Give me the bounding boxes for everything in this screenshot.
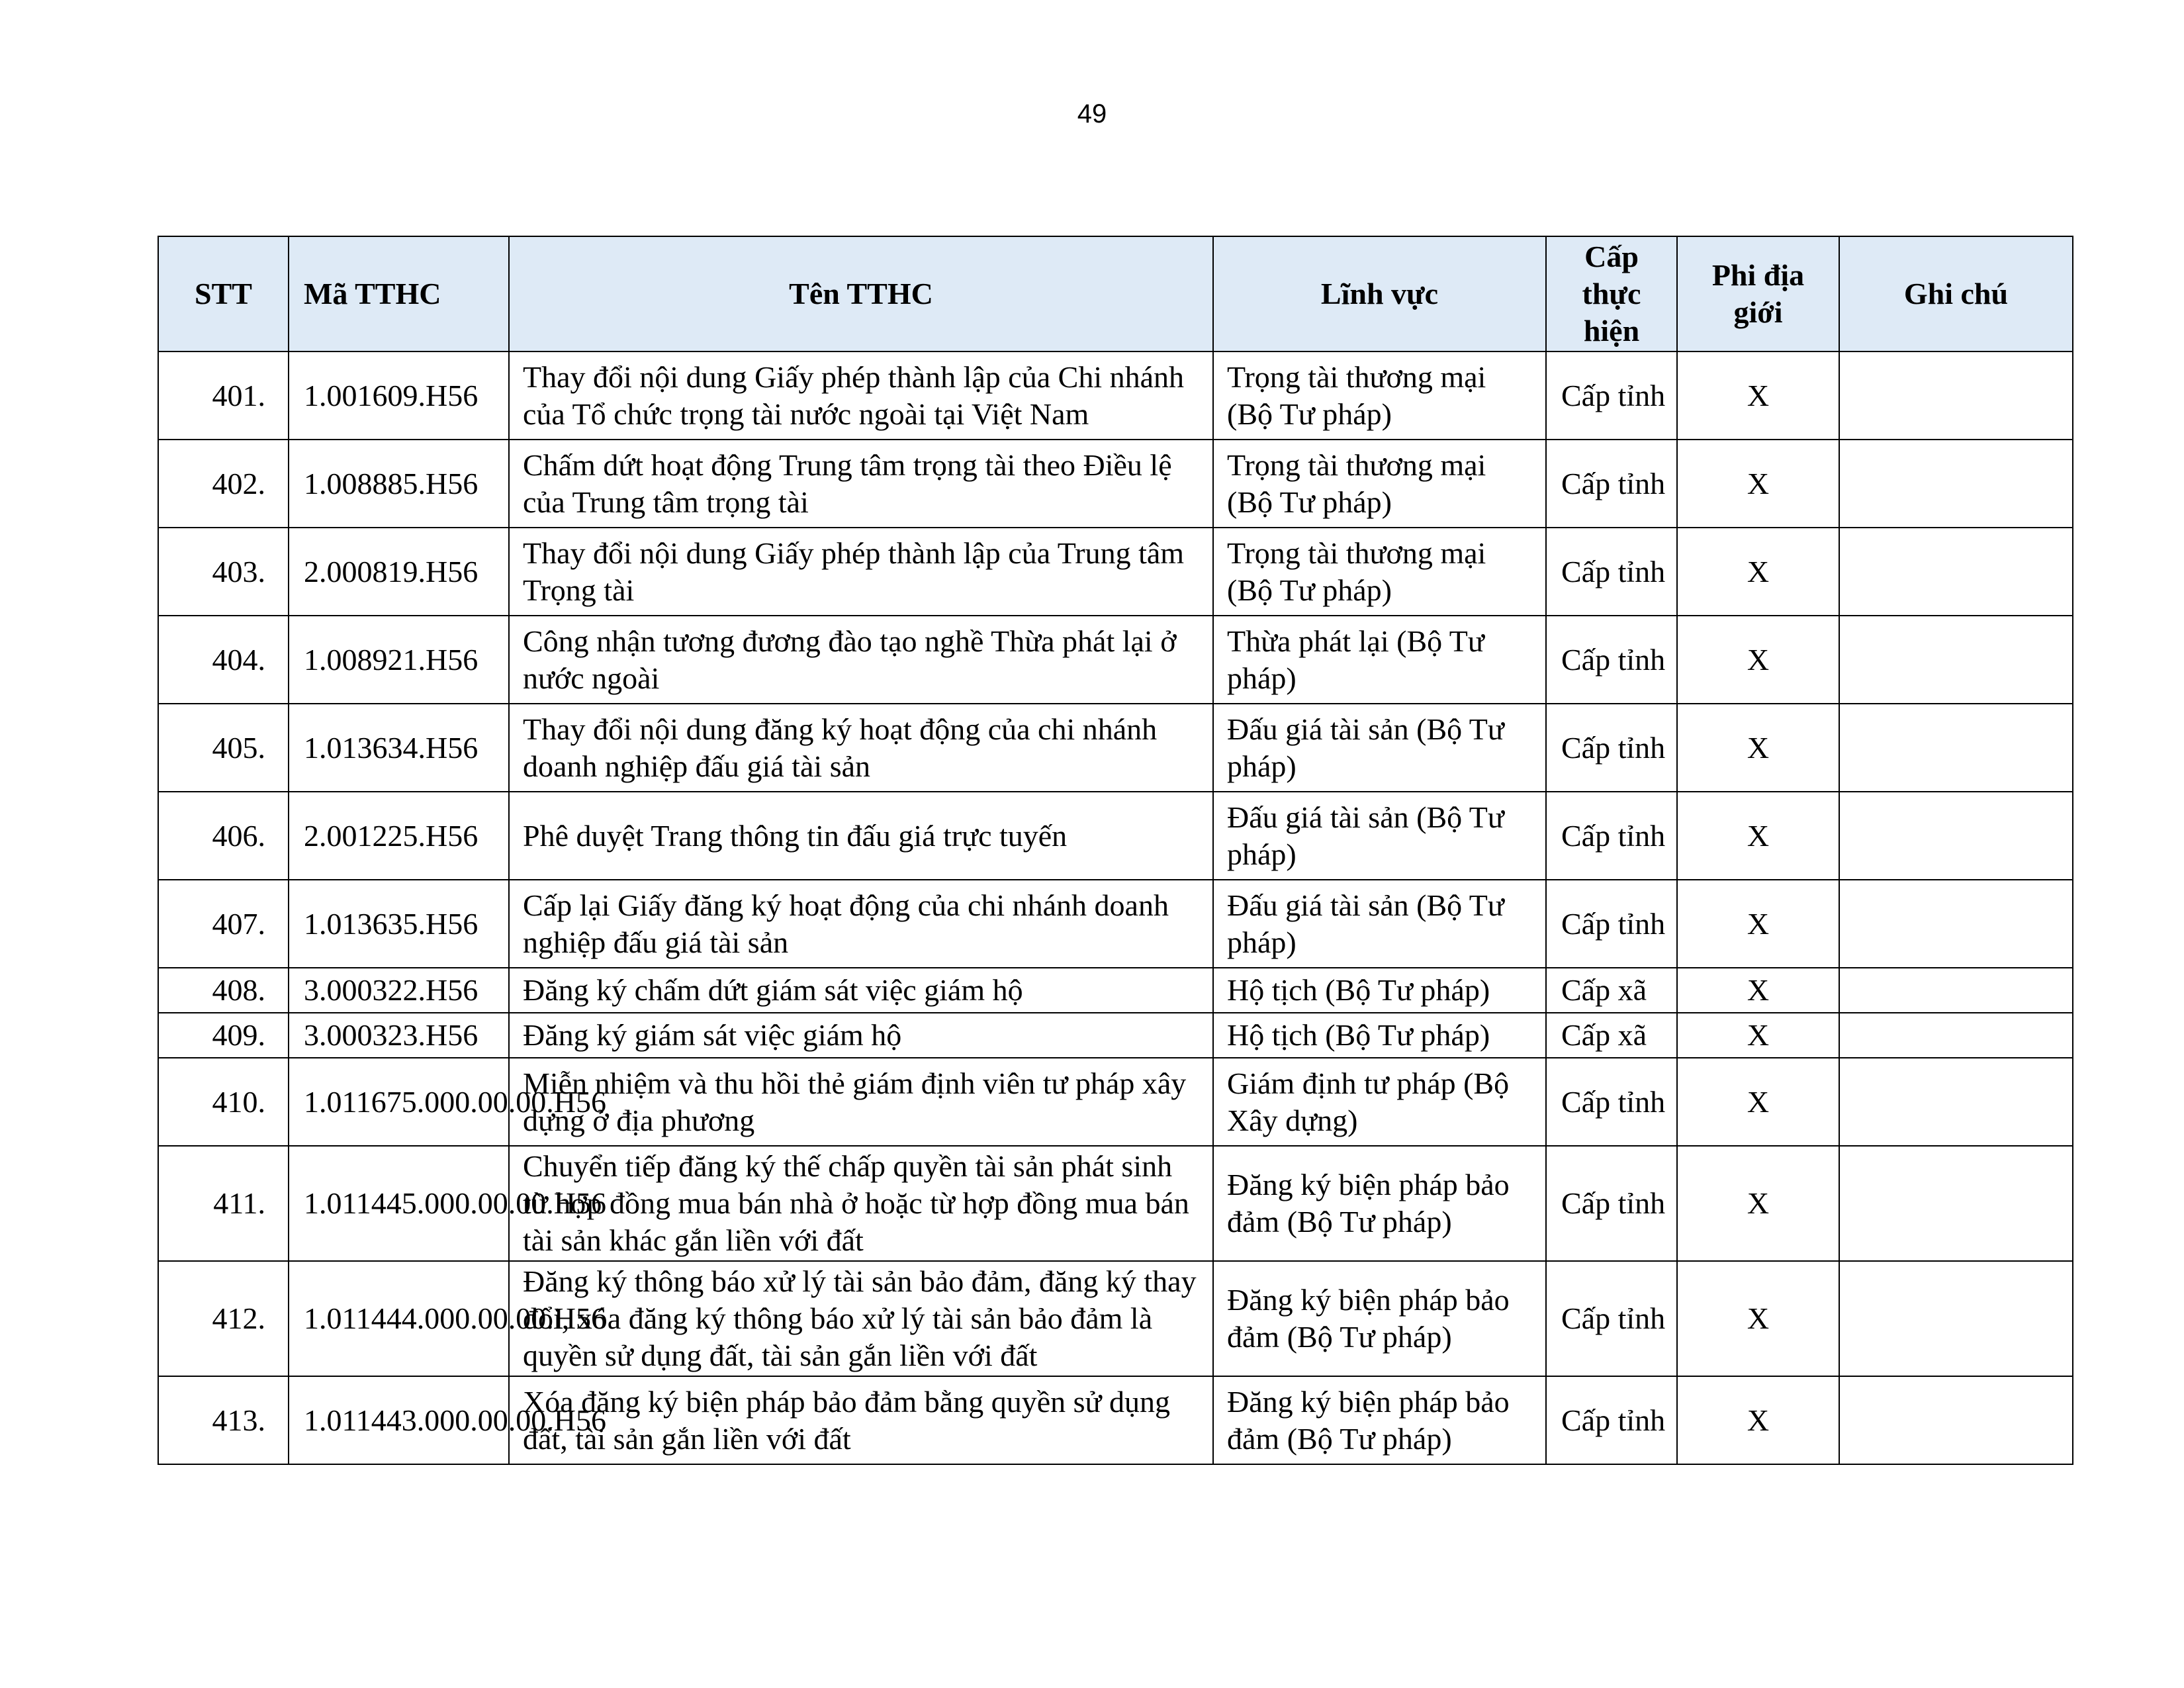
cell-stt: 409.	[158, 1013, 289, 1058]
cell-ma-tthc: 1.008921.H56	[289, 616, 509, 704]
table-row	[158, 1376, 2073, 1464]
cell-stt: 410.	[158, 1058, 289, 1146]
cell-cap-thuc-hien: Cấp tỉnh	[1546, 352, 1677, 440]
cell-phi-dia-gioi: X	[1677, 528, 1839, 616]
table-row	[158, 968, 2073, 1013]
header-phi-dia-gioi: Phi địa giới	[1677, 236, 1839, 352]
cell-stt: 404.	[158, 616, 289, 704]
header-linh-vuc: Lĩnh vực	[1213, 236, 1546, 352]
cell-phi-dia-gioi: X	[1677, 1013, 1839, 1058]
cell-phi-dia-gioi: X	[1677, 968, 1839, 1013]
cell-ghi-chu	[1839, 880, 2073, 968]
cell-ma-tthc: 2.001225.H56	[289, 792, 509, 880]
cell-ghi-chu	[1839, 1376, 2073, 1464]
cell-linh-vuc: Hộ tịch (Bộ Tư pháp)	[1213, 968, 1546, 1013]
cell-phi-dia-gioi: X	[1677, 880, 1839, 968]
cell-ma-tthc: 3.000322.H56	[289, 968, 509, 1013]
cell-linh-vuc: Trọng tài thương mại (Bộ Tư pháp)	[1213, 528, 1546, 616]
cell-ghi-chu	[1839, 528, 2073, 616]
cell-ma-tthc: 1.011445.000.00.00.H56	[289, 1146, 509, 1261]
table-row	[158, 1146, 2073, 1261]
cell-ma-tthc: 1.013634.H56	[289, 704, 509, 792]
cell-stt: 413.	[158, 1376, 289, 1464]
cell-ma-tthc: 1.008885.H56	[289, 440, 509, 528]
cell-ma-tthc: 2.000819.H56	[289, 528, 509, 616]
cell-phi-dia-gioi: X	[1677, 1058, 1839, 1146]
cell-ghi-chu	[1839, 792, 2073, 880]
cell-phi-dia-gioi: X	[1677, 1376, 1839, 1464]
cell-phi-dia-gioi: X	[1677, 1146, 1839, 1261]
cell-stt: 406.	[158, 792, 289, 880]
cell-ten-tthc: Công nhận tương đương đào tạo nghề Thừa phát lại ở nước ngoài	[509, 616, 1213, 704]
cell-ma-tthc: 1.011675.000.00.00.H56	[289, 1058, 509, 1146]
cell-phi-dia-gioi: X	[1677, 704, 1839, 792]
cell-ten-tthc: Phê duyệt Trang thông tin đấu giá trực tuyến	[509, 792, 1213, 880]
cell-linh-vuc: Đăng ký biện pháp bảo đảm (Bộ Tư pháp)	[1213, 1376, 1546, 1464]
header-stt: STT	[158, 236, 289, 352]
header-ma-tthc: Mã TTHC	[289, 236, 509, 352]
cell-ma-tthc: 1.011444.000.00.00.H56	[289, 1261, 509, 1376]
table-header-row	[158, 236, 2073, 352]
header-cap-thuc-hien: Cấp thực hiện	[1546, 236, 1677, 352]
cell-stt: 412.	[158, 1261, 289, 1376]
cell-stt: 411.	[158, 1146, 289, 1261]
cell-ten-tthc: Thay đổi nội dung Giấy phép thành lập của Chi nhánh của Tổ chức trọng tài nước ngoài tại Việt Nam	[509, 352, 1213, 440]
cell-cap-thuc-hien: Cấp xã	[1546, 968, 1677, 1013]
cell-phi-dia-gioi: X	[1677, 792, 1839, 880]
cell-linh-vuc: Thừa phát lại (Bộ Tư pháp)	[1213, 616, 1546, 704]
cell-ghi-chu	[1839, 1261, 2073, 1376]
cell-cap-thuc-hien: Cấp tỉnh	[1546, 1146, 1677, 1261]
cell-phi-dia-gioi: X	[1677, 440, 1839, 528]
table-row	[158, 352, 2073, 440]
cell-linh-vuc: Đăng ký biện pháp bảo đảm (Bộ Tư pháp)	[1213, 1261, 1546, 1376]
header-ghi-chu: Ghi chú	[1839, 236, 2073, 352]
table-row	[158, 792, 2073, 880]
cell-stt: 405.	[158, 704, 289, 792]
cell-ten-tthc: Xóa đăng ký biện pháp bảo đảm bằng quyền sử dụng đất, tài sản gắn liền với đất	[509, 1376, 1213, 1464]
page-number: 49	[1077, 99, 1107, 128]
cell-ghi-chu	[1839, 968, 2073, 1013]
cell-cap-thuc-hien: Cấp tỉnh	[1546, 1376, 1677, 1464]
table-row	[158, 528, 2073, 616]
cell-phi-dia-gioi: X	[1677, 352, 1839, 440]
cell-ghi-chu	[1839, 440, 2073, 528]
table-row	[158, 704, 2073, 792]
cell-ten-tthc: Đăng ký thông báo xử lý tài sản bảo đảm, đăng ký thay đổi, xóa đăng ký thông báo xử lý tài sản bảo đảm là quyền sử dụng đất, tài sản gắn liền với đất	[509, 1261, 1213, 1376]
cell-cap-thuc-hien: Cấp tỉnh	[1546, 528, 1677, 616]
table-row	[158, 1261, 2073, 1376]
table-row	[158, 880, 2073, 968]
cell-phi-dia-gioi: X	[1677, 616, 1839, 704]
cell-cap-thuc-hien: Cấp tỉnh	[1546, 880, 1677, 968]
cell-stt: 401.	[158, 352, 289, 440]
cell-cap-thuc-hien: Cấp tỉnh	[1546, 616, 1677, 704]
cell-ghi-chu	[1839, 1058, 2073, 1146]
cell-linh-vuc: Đăng ký biện pháp bảo đảm (Bộ Tư pháp)	[1213, 1146, 1546, 1261]
cell-linh-vuc: Trọng tài thương mại (Bộ Tư pháp)	[1213, 352, 1546, 440]
cell-cap-thuc-hien: Cấp tỉnh	[1546, 440, 1677, 528]
cell-ten-tthc: Miễn nhiệm và thu hồi thẻ giám định viên tư pháp xây dựng ở địa phương	[509, 1058, 1213, 1146]
cell-stt: 402.	[158, 440, 289, 528]
cell-ten-tthc: Thay đổi nội dung đăng ký hoạt động của chi nhánh doanh nghiệp đấu giá tài sản	[509, 704, 1213, 792]
cell-cap-thuc-hien: Cấp tỉnh	[1546, 792, 1677, 880]
cell-stt: 408.	[158, 968, 289, 1013]
table-row	[158, 1013, 2073, 1058]
cell-ten-tthc: Thay đổi nội dung Giấy phép thành lập của Trung tâm Trọng tài	[509, 528, 1213, 616]
cell-cap-thuc-hien: Cấp xã	[1546, 1013, 1677, 1058]
cell-ghi-chu	[1839, 704, 2073, 792]
procedures-table	[158, 236, 2073, 1465]
cell-linh-vuc: Đấu giá tài sản (Bộ Tư pháp)	[1213, 704, 1546, 792]
cell-ghi-chu	[1839, 616, 2073, 704]
cell-ten-tthc: Chấm dứt hoạt động Trung tâm trọng tài theo Điều lệ của Trung tâm trọng tài	[509, 440, 1213, 528]
cell-linh-vuc: Đấu giá tài sản (Bộ Tư pháp)	[1213, 880, 1546, 968]
cell-ten-tthc: Chuyển tiếp đăng ký thế chấp quyền tài sản phát sinh từ hợp đồng mua bán nhà ở hoặc từ hợp đồng mua bán tài sản khác gắn liền với đất	[509, 1146, 1213, 1261]
cell-cap-thuc-hien: Cấp tỉnh	[1546, 704, 1677, 792]
table-row	[158, 616, 2073, 704]
cell-linh-vuc: Hộ tịch (Bộ Tư pháp)	[1213, 1013, 1546, 1058]
cell-ma-tthc: 1.013635.H56	[289, 880, 509, 968]
cell-cap-thuc-hien: Cấp tỉnh	[1546, 1261, 1677, 1376]
cell-ghi-chu	[1839, 352, 2073, 440]
cell-ghi-chu	[1839, 1146, 2073, 1261]
cell-phi-dia-gioi: X	[1677, 1261, 1839, 1376]
cell-linh-vuc: Giám định tư pháp (Bộ Xây dựng)	[1213, 1058, 1546, 1146]
table-row	[158, 1058, 2073, 1146]
cell-ten-tthc: Đăng ký chấm dứt giám sát việc giám hộ	[509, 968, 1213, 1013]
cell-ma-tthc: 1.011443.000.00.00.H56	[289, 1376, 509, 1464]
cell-ten-tthc: Đăng ký giám sát việc giám hộ	[509, 1013, 1213, 1058]
header-ten-tthc: Tên TTHC	[509, 236, 1213, 352]
cell-cap-thuc-hien: Cấp tỉnh	[1546, 1058, 1677, 1146]
cell-linh-vuc: Trọng tài thương mại (Bộ Tư pháp)	[1213, 440, 1546, 528]
cell-ma-tthc: 1.001609.H56	[289, 352, 509, 440]
cell-ghi-chu	[1839, 1013, 2073, 1058]
cell-linh-vuc: Đấu giá tài sản (Bộ Tư pháp)	[1213, 792, 1546, 880]
cell-stt: 403.	[158, 528, 289, 616]
cell-stt: 407.	[158, 880, 289, 968]
cell-ten-tthc: Cấp lại Giấy đăng ký hoạt động của chi nhánh doanh nghiệp đấu giá tài sản	[509, 880, 1213, 968]
table-row	[158, 440, 2073, 528]
cell-ma-tthc: 3.000323.H56	[289, 1013, 509, 1058]
